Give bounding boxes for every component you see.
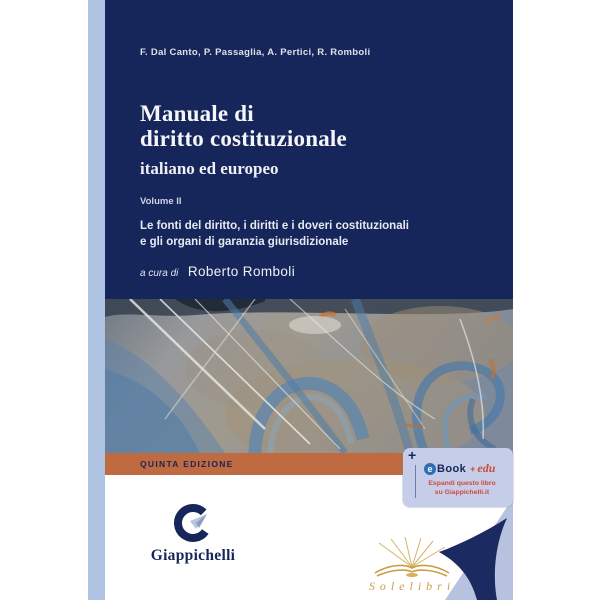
badge-divider xyxy=(415,465,416,498)
description-line-2: e gli organi di garanzia giurisdizionale xyxy=(140,235,349,248)
cover-artwork xyxy=(105,299,513,453)
description-line-1: Le fonti del diritto, i diritti e i doveri costituzionali xyxy=(140,220,409,232)
publisher-logo xyxy=(135,501,251,565)
volume-label: Volume II xyxy=(140,196,182,207)
solelibri-book-icon xyxy=(365,537,460,581)
curated-by-label: a cura di xyxy=(140,268,179,279)
curator-name: Roberto Romboli xyxy=(187,264,296,279)
book-description xyxy=(140,219,409,250)
ebook-e-icon: e xyxy=(424,463,436,475)
cover-front xyxy=(105,0,513,600)
edition-label: QUINTA EDIZIONE xyxy=(140,459,234,469)
badge-caption xyxy=(417,480,507,497)
publisher-name: Giappichelli xyxy=(150,547,236,564)
book-cover xyxy=(88,0,513,600)
ebook-badge xyxy=(403,448,513,507)
giappichelli-g-icon xyxy=(171,501,215,545)
curator-line xyxy=(140,263,295,281)
solelibri-name: Solelibri xyxy=(368,579,456,593)
plus-icon: + xyxy=(408,447,417,463)
authors-line: F. Dal Canto, P. Passaglia, A. Pertici, R. Romboli xyxy=(140,47,371,58)
book-subtitle: italiano ed europeo xyxy=(140,159,279,178)
title-line-1: Manuale di xyxy=(140,101,254,126)
title-line-2: diritto costituzionale xyxy=(140,126,347,151)
book-title xyxy=(140,101,347,151)
plus-separator: + xyxy=(470,463,476,474)
badge-caption-line-1: Espandi questo libro xyxy=(428,480,496,487)
spine-stripe xyxy=(88,0,105,600)
edu-label: edu xyxy=(477,461,496,475)
ebook-edu-logo xyxy=(424,461,495,476)
badge-caption-line-2: su Giappichelli.it xyxy=(434,488,490,496)
ebook-label: Book xyxy=(437,462,467,475)
solelibri-logo xyxy=(357,537,467,594)
cover-top-section xyxy=(105,0,513,299)
abstract-painting-image xyxy=(105,299,513,453)
